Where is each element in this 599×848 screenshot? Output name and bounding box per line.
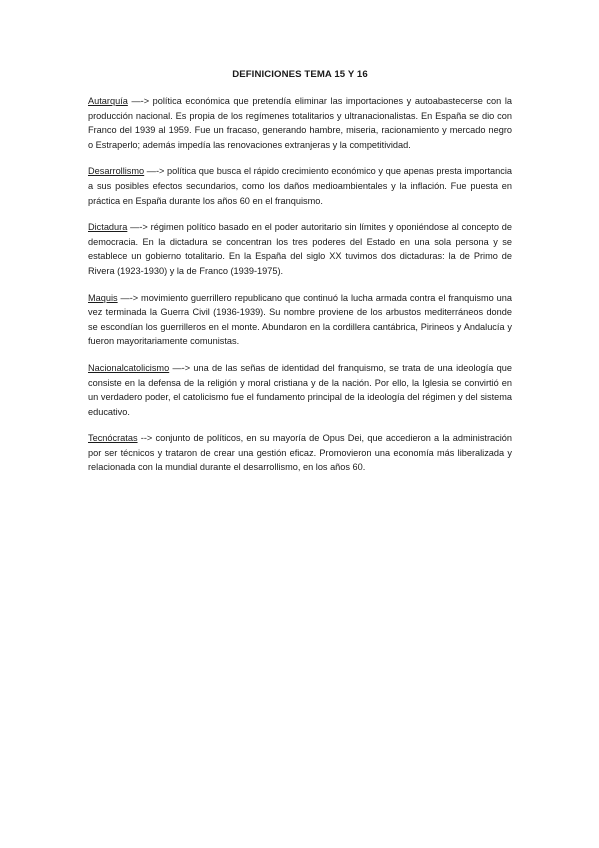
definition-text: política económica que pretendía eliminar las importaciones y autoabastecerse con la producción nacional. Es propia de los regímenes totalitarios y ultranacionalistas. En España se dio con Franco del 1939 al 1959. Fue un fracaso, generando hambre, miseria, racionamiento y mercado negro o Estraperlo; además impedía las renovaciones extranjeras y la competitividad. [88, 96, 512, 150]
definition-text: una de las señas de identidad del franquismo, se trata de una ideología que consiste en la defensa de la religión y moral cristiana y de la nación. Por ello, la Iglesia se convirtió en un verdadero poder, el catolicismo fue el fundamento principal de la ideología del régimen y del sistema educativo. [88, 362, 512, 417]
definition-entry-desarrollismo [88, 164, 512, 208]
term-label: Maquis [88, 292, 118, 303]
arrow-separator: —-> [169, 362, 191, 373]
term-label: Nacionalcatolicismo [88, 362, 170, 373]
definition-text: política que busca el rápido crecimiento económico y que apenas presta importancia a sus posibles efectos secundarios, como los daños medioambientales y la inflación. Fue puesta en práctica en España durante los años 60 en el franquismo. [88, 166, 512, 206]
arrow-separator: --> [137, 433, 153, 444]
arrow-separator: —-> [144, 166, 165, 177]
definition-entry-autarquia [88, 94, 512, 152]
arrow-separator: —-> [127, 222, 148, 233]
definition-entry-maquis [88, 291, 512, 349]
definition-text: régimen político basado en el poder autoritario sin límites y oponiéndose al concepto de democracia. En la dictadura se concentran los tres poderes del Estado en una sola persona y se establece un gobierno totalitario. En la España del siglo XX tuvimos dos dictaduras: la de Primo de Rivera (1923-1930) y la de Franco (1939-1975). [88, 222, 512, 276]
definition-text: movimiento guerrillero republicano que continuó la lucha armada contra el franquismo una vez terminada la Guerra Civil (1936-1939). Su nombre proviene de los arbustos mediterráneos donde se escondían los guerrilleros en el monte. Abundaron en la cordillera cantábrica, Pirineos y Andalucía y fueron mayoritariamente comunistas. [88, 292, 512, 347]
term-label: Tecnócratas [88, 433, 138, 444]
document-page [88, 68, 512, 487]
term-label: Desarrollismo [88, 166, 145, 177]
definition-entry-nacionalcatolicismo [88, 361, 512, 419]
definition-text: conjunto de políticos, en su mayoría de Opus Dei, que accedieron a la administración por ser técnicos y trataron de crear una gestión eficaz. Promovieron una economía más liberalizada y relacionada con la mundial durante el desarrollismo, en los años 60. [88, 433, 512, 473]
term-label: Autarquía [88, 96, 128, 106]
arrow-separator: —-> [117, 292, 139, 303]
document-title: DEFINICIONES TEMA 15 Y 16 [232, 69, 368, 80]
definition-entry-dictadura [88, 220, 512, 278]
term-label: Dictadura [88, 222, 128, 233]
definition-entry-tecnocratas [88, 431, 512, 475]
arrow-separator: —-> [127, 96, 150, 106]
